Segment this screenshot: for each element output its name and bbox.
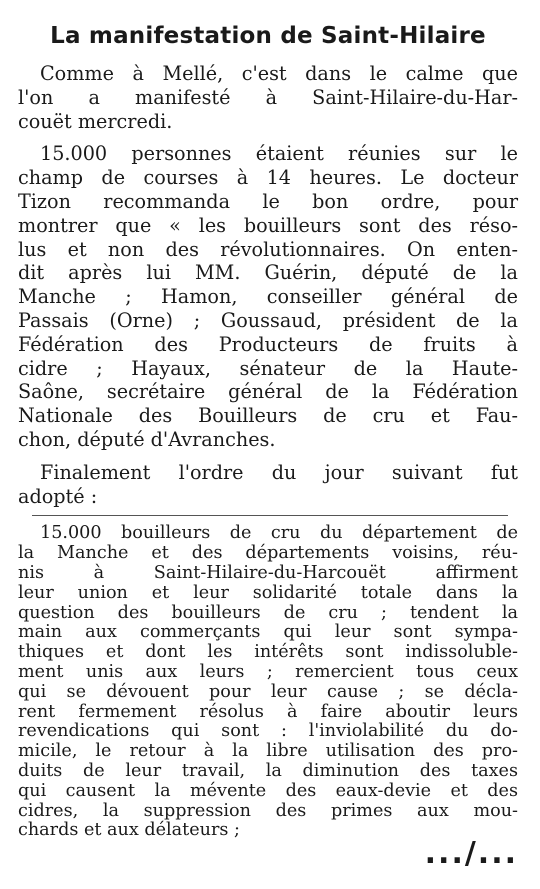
text-line: la Manche et des départements voisins, réu-: [18, 543, 518, 564]
text-line: Passais (Orne) ; Goussaud, président de la: [18, 308, 518, 332]
paragraph-1: [18, 62, 518, 133]
text-line: Tizon recommanda le bon ordre, pour: [18, 189, 518, 213]
paragraph-3: [18, 461, 518, 509]
text-line: cidres, la suppression des primes aux mou-: [18, 800, 518, 821]
text-line: qui se dévouent pour leur cause ; se décla-: [18, 681, 518, 702]
resolution-text: [18, 524, 518, 841]
text-line: leur union et leur solidarité totale dans la: [18, 582, 518, 603]
text-line: revendications qui sont : l'inviolabilité du do-: [18, 721, 518, 742]
article-title: La manifestation de Saint-Hilaire: [50, 23, 486, 49]
text-line: duits de leur travail, la diminution des taxes: [18, 760, 518, 781]
text-line: Manche ; Hamon, conseiller général de: [18, 285, 518, 309]
text-line: cidre ; Hayaux, sénateur de la Haute-: [18, 356, 518, 380]
text-line: thiques et dont les intérêts sont indissoluble-: [18, 642, 518, 663]
text-line: chon, député d'Avranches.: [18, 427, 276, 451]
text-line: l'on a manifesté à Saint-Hilaire-du-Har-: [18, 85, 518, 109]
text-line: Nationale des Bouilleurs de cru et Fau-: [18, 404, 518, 428]
section-divider: [32, 515, 508, 516]
text-line: couët mercredi.: [18, 109, 173, 133]
continued-mark: .../...: [424, 836, 518, 871]
text-line: rent fermement résolus à faire aboutir leurs: [18, 701, 518, 722]
text-line: montrer que « les bouilleurs sont des réso-: [18, 213, 518, 237]
text-line: Saône, secrétaire général de la Fédération: [18, 380, 518, 404]
text-line: 15.000 bouilleurs de cru du département de: [40, 523, 518, 544]
text-line: chards et aux délateurs ;: [18, 820, 240, 841]
text-line: champ de courses à 14 heures. Le docteur: [18, 166, 518, 190]
text-line: ment unis aux leurs ; remercient tous ceux: [18, 661, 518, 682]
paragraph-2: [18, 142, 518, 451]
text-line: dit après lui MM. Guérin, député de la: [18, 261, 518, 285]
text-line: qui causent la mévente des eaux-devie et des: [18, 780, 518, 801]
text-line: lus et non des révolutionnaires. On enten-: [18, 237, 518, 261]
text-line: micile, le retour à la libre utilisation des pro-: [18, 741, 518, 762]
text-line: nis à Saint-Hilaire-du-Harcouët affirment: [18, 562, 518, 583]
text-line: question des bouilleurs de cru ; tendent la: [18, 602, 518, 623]
text-line: 15.000 personnes étaient réunies sur le: [40, 142, 518, 166]
text-line: main aux commerçants qui leur sont sympa-: [18, 622, 518, 643]
text-line: Fédération des Producteurs de fruits à: [18, 332, 518, 356]
text-line: Comme à Mellé, c'est dans le calme que: [40, 62, 518, 85]
text-line: adopté :: [18, 484, 98, 508]
text-line: Finalement l'ordre du jour suivant fut: [40, 460, 518, 484]
